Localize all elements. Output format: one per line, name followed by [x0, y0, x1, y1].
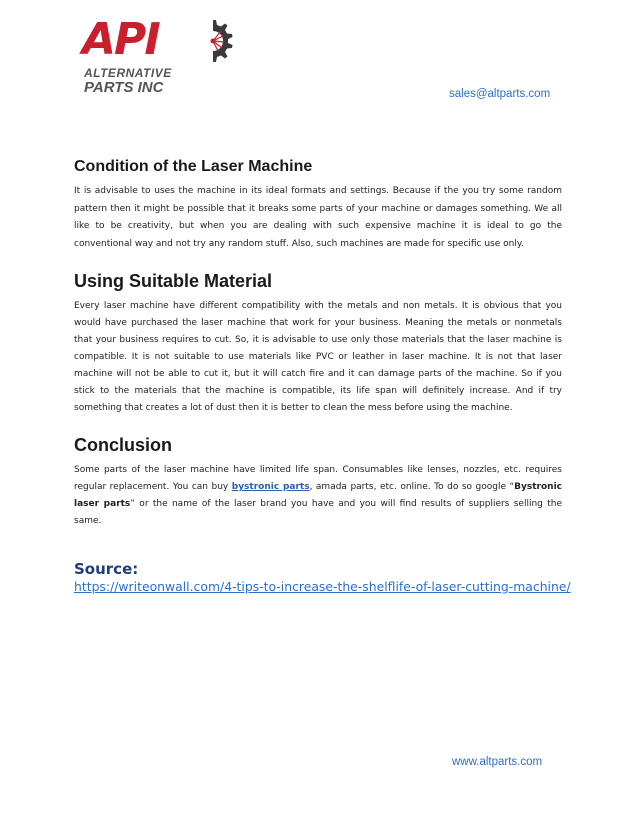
section-heading: Conclusion [74, 435, 172, 455]
section-conclusion [74, 434, 562, 530]
source-url-link[interactable]: https://writeonwall.com/4-tips-to-increase-the-shelflife-of-laser-cutting-machine/ [74, 579, 571, 594]
bold-search-term: Bystronic laser parts [74, 482, 563, 509]
document-body [74, 157, 571, 596]
section-condition [74, 157, 562, 253]
section-paragraph: It is advisable to uses the machine in its ideal formats and settings. Because if the you try some random pattern then it might be possible that it breaks some parts of your machine or damages something. We all like to be creativity, but when you are dealing with such expensive machine it is ideal to go the conventional way and not try any random stuff. Also, such machines are made for specific use only. [74, 186, 562, 249]
section-material [74, 270, 562, 417]
gear-laser-logo-icon [190, 18, 236, 64]
contact-email-link[interactable]: sales@altparts.com [449, 88, 551, 100]
section-paragraph: Some parts of the laser machine have limited life span. Consumables like lenses, nozzles, etc. requires regular replacement. You can buy bystronic parts, amada parts, etc. online. To do so google “Bystronic laser parts” or the name of the laser brand you have and you will find results of suppliers selling the same. [74, 465, 563, 526]
section-heading: Condition of the Laser Machine [74, 158, 313, 175]
logo-wordmark: API [82, 14, 159, 65]
footer-website-link[interactable]: www.altparts.com [452, 756, 543, 768]
bystronic-parts-link[interactable]: bystronic parts [231, 482, 310, 492]
company-logo [78, 14, 238, 96]
logo-line-alternative: ALTERNATIVE [84, 66, 172, 80]
section-heading: Using Suitable Material [74, 271, 273, 291]
logo-line-parts-inc: PARTS INC [84, 79, 164, 96]
section-paragraph: Every laser machine have different compatibility with the metals and non metals. It is obvious that you would have purchased the laser machine that work for your business. Meaning the metals or nonmetals that your business requires to cut. So, it is advisable to use only those materials that the laser machine is compatible. It is not suitable to use materials like PVC or leather in laser machine. It is not that laser machine will not be able to cut it, but it will catch fire and it can damage parts of the machine. So if you stick to the materials that the machine is compatible, its life span will definitely increase. And if try something that creates a lot of dust then it is better to clean the mess before using the machine. [74, 301, 562, 413]
source-block [74, 560, 571, 596]
source-label: Source: [74, 560, 139, 578]
